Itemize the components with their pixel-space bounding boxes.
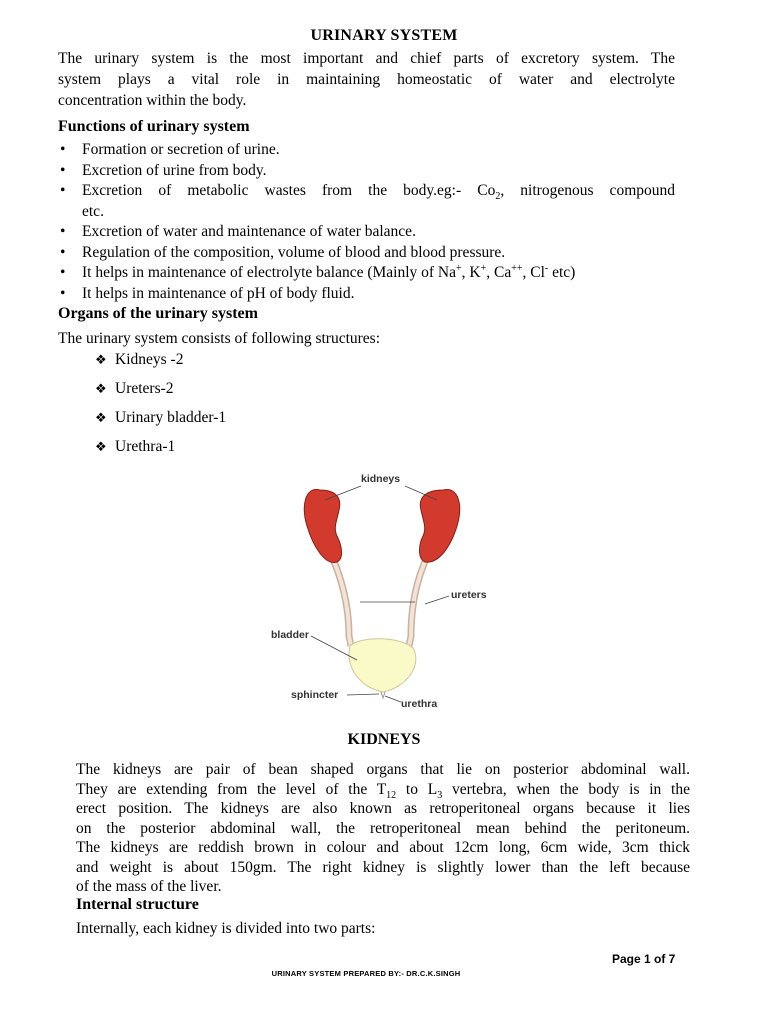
diamond-bullet-icon: ❖ [95, 352, 107, 367]
list-item: ❖ Ureters-2 [95, 380, 174, 397]
intro-line: concentration within the body. [58, 92, 247, 109]
label-urethra: urethra [401, 698, 438, 710]
intro-line: The urinary system is the most important and chief parts of excretory system. The [58, 50, 675, 67]
functions-list [58, 140, 675, 304]
label-bladder: bladder [271, 629, 309, 641]
list-item: ❖ Kidneys -2 [95, 351, 184, 368]
list-item: • Excretion of metabolic wastes from the body.eg:- $Co_2$, nitrogenous compound etc. [58, 181, 675, 222]
list-item: • Excretion of urine from body. [58, 161, 675, 182]
label-kidneys: kidneys [361, 473, 401, 485]
page-title: URINARY SYSTEM [310, 27, 458, 44]
list-item: • Excretion of water and maintenance of water balance. [58, 222, 675, 243]
diamond-bullet-icon: ❖ [95, 439, 107, 454]
page-number: Page 1 of 7 [612, 952, 676, 966]
intro-paragraph [58, 48, 675, 111]
diamond-bullet-icon: ❖ [95, 381, 107, 396]
list-item: ❖ Urinary bladder-1 [95, 409, 227, 426]
list-item: • Formation or secretion of urine. [58, 140, 675, 161]
internal-structure-text: Internally, each kidney is divided into two parts: [76, 920, 376, 937]
list-item: • It helps in maintenance of electrolyte balance (Mainly of Na+, K+, Ca++, Cl- etc) [58, 263, 675, 284]
urinary-system-diagram [265, 466, 505, 716]
functions-heading: Functions of urinary system [58, 118, 250, 135]
organs-intro: The urinary system consists of following structures: [58, 330, 381, 347]
right-kidney [420, 489, 460, 562]
list-item: • Regulation of the composition, volume of blood and blood pressure. [58, 243, 675, 264]
label-ureters: ureters [451, 589, 487, 601]
left-kidney [304, 489, 341, 562]
diamond-bullet-icon: ❖ [95, 410, 107, 425]
kidneys-paragraph: The kidneys are pair of bean shaped organs that lie on posterior abdominal wall. They are extending from the level of the $T_{12}$ to $L_3$ vertebra, when the body is in the erect position. The kidneys are also known as retroperitoneal organs because it lies on the posterior abdominal wall, the retroperitoneal mean behind the peritoneum. The kidneys are reddish brown in colour and about 12cm long, 6cm wide, 3cm thick and weight is about 150gm. The right kidney is slightly lower than the left because of the mass of the liver. [76, 761, 690, 895]
bladder [349, 639, 416, 692]
organs-list [95, 350, 226, 466]
internal-structure-heading: Internal structure [76, 896, 199, 913]
list-item: ❖ Urethra-1 [95, 438, 176, 455]
label-sphincter: sphincter [291, 689, 339, 701]
page-footer: URINARY SYSTEM PREPARED BY:- DR.C.K.SINGH [271, 969, 461, 978]
intro-line: system plays a vital role in maintaining homeostatic of water and electrolyte [58, 71, 675, 88]
list-item: • It helps in maintenance of pH of body fluid. [58, 284, 675, 305]
urethra-icon [381, 692, 385, 698]
organs-heading: Organs of the urinary system [58, 305, 258, 322]
kidneys-heading: KIDNEYS [347, 731, 421, 748]
